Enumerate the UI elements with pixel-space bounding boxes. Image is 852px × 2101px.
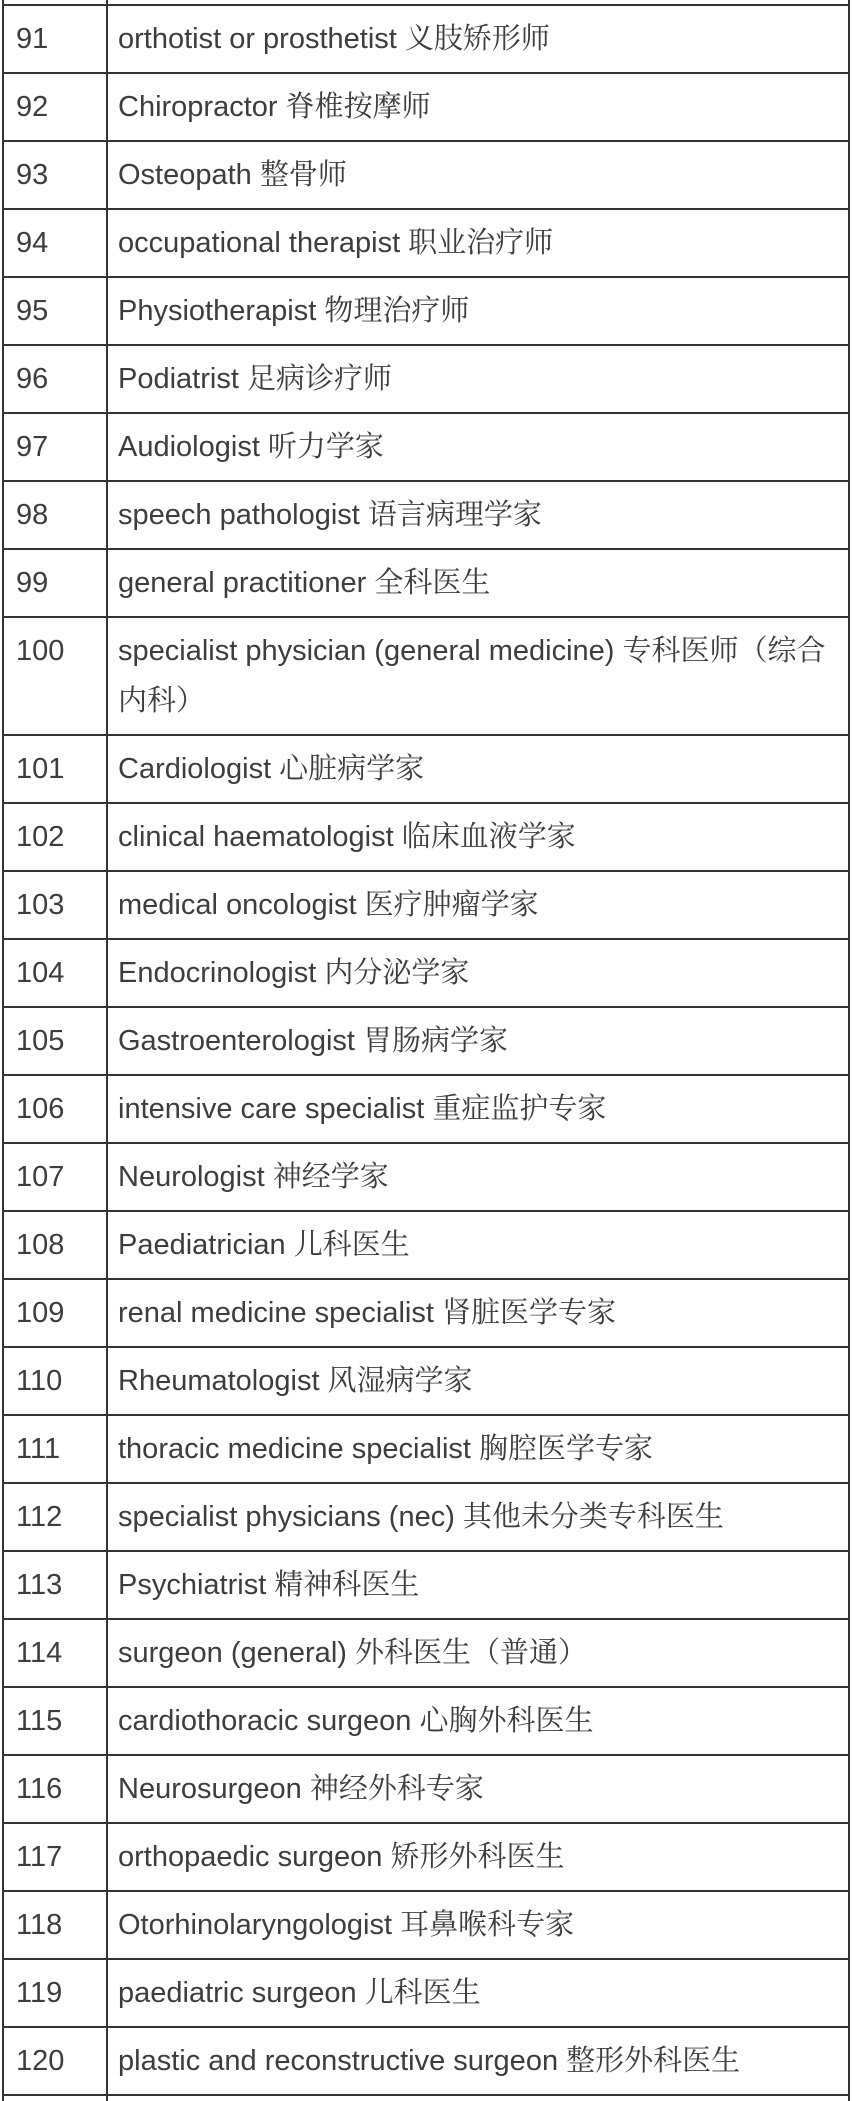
occupation-cell: Endocrinologist 内分泌学家: [107, 939, 849, 1007]
occupation-table: [2, 0, 850, 2101]
table-row: [3, 209, 849, 277]
occupation-cell: Neurologist 神经学家: [107, 1143, 849, 1211]
row-number-cell: 104: [3, 939, 107, 1007]
row-number-cell: 111: [3, 1415, 107, 1483]
occupation-cell: Gastroenterologist 胃肠病学家: [107, 1007, 849, 1075]
row-number-cell: 118: [3, 1891, 107, 1959]
table-row: [3, 1755, 849, 1823]
table-row: [3, 1007, 849, 1075]
occupation-cell: Paediatrician 儿科医生: [107, 1211, 849, 1279]
occupation-cell: orthotist or prosthetist 义肢矫形师: [107, 5, 849, 73]
occupation-cell: paediatric surgeon 儿科医生: [107, 1959, 849, 2027]
row-number-cell: 120: [3, 2027, 107, 2095]
table-row: [3, 549, 849, 617]
table-row: [3, 1823, 849, 1891]
row-number-cell: 100: [3, 617, 107, 735]
row-number-cell: 91: [3, 5, 107, 73]
row-number-cell: 117: [3, 1823, 107, 1891]
occupation-cell: [107, 2095, 849, 2101]
occupation-cell: Rheumatologist 风湿病学家: [107, 1347, 849, 1415]
table-row: [3, 1415, 849, 1483]
occupation-cell: Podiatrist 足病诊疗师: [107, 345, 849, 413]
table-row: [3, 413, 849, 481]
table-row: [3, 73, 849, 141]
table-row: [3, 1551, 849, 1619]
occupation-cell: speech pathologist 语言病理学家: [107, 481, 849, 549]
occupation-cell: Chiropractor 脊椎按摩师: [107, 73, 849, 141]
table-row: [3, 1959, 849, 2027]
table-row: [3, 1075, 849, 1143]
table-row: [3, 345, 849, 413]
occupation-cell: thoracic medicine specialist 胸腔医学专家: [107, 1415, 849, 1483]
table-row: [3, 1279, 849, 1347]
row-number-cell: 119: [3, 1959, 107, 2027]
occupation-cell: renal medicine specialist 肾脏医学专家: [107, 1279, 849, 1347]
row-number-cell: 107: [3, 1143, 107, 1211]
row-number-cell: 115: [3, 1687, 107, 1755]
table-row: [3, 1483, 849, 1551]
row-number-cell: 96: [3, 345, 107, 413]
occupation-cell: medical oncologist 医疗肿瘤学家: [107, 871, 849, 939]
occupation-cell: intensive care specialist 重症监护专家: [107, 1075, 849, 1143]
table-row: [3, 939, 849, 1007]
table-row: [3, 5, 849, 73]
table-row: [3, 1347, 849, 1415]
occupation-cell: Otorhinolaryngologist 耳鼻喉科专家: [107, 1891, 849, 1959]
row-number-cell: 114: [3, 1619, 107, 1687]
occupation-cell: Osteopath 整骨师: [107, 141, 849, 209]
table-row: [3, 1891, 849, 1959]
row-number-cell: 102: [3, 803, 107, 871]
occupation-cell: cardiothoracic surgeon 心胸外科医生: [107, 1687, 849, 1755]
row-number-cell: 95: [3, 277, 107, 345]
occupation-cell: specialist physician (general medicine) 专科医师（综合内科）: [107, 617, 849, 735]
table-row: [3, 1143, 849, 1211]
row-number-cell: 98: [3, 481, 107, 549]
table-row: [3, 871, 849, 939]
row-number-cell: 103: [3, 871, 107, 939]
row-number-cell: 108: [3, 1211, 107, 1279]
row-number-cell: 106: [3, 1075, 107, 1143]
table-row: [3, 1687, 849, 1755]
occupation-cell: general practitioner 全科医生: [107, 549, 849, 617]
table-row: [3, 617, 849, 735]
row-number-cell: [3, 2095, 107, 2101]
occupation-cell: plastic and reconstructive surgeon 整形外科医生: [107, 2027, 849, 2095]
occupation-cell: Neurosurgeon 神经外科专家: [107, 1755, 849, 1823]
occupation-cell: Physiotherapist 物理治疗师: [107, 277, 849, 345]
row-number-cell: 105: [3, 1007, 107, 1075]
row-number-cell: 92: [3, 73, 107, 141]
row-number-cell: 93: [3, 141, 107, 209]
row-number-cell: 99: [3, 549, 107, 617]
occupation-cell: Cardiologist 心脏病学家: [107, 735, 849, 803]
table-row: [3, 481, 849, 549]
row-number-cell: 94: [3, 209, 107, 277]
occupation-cell: occupational therapist 职业治疗师: [107, 209, 849, 277]
table-row: [3, 735, 849, 803]
occupation-cell: surgeon (general) 外科医生（普通）: [107, 1619, 849, 1687]
table-row: [3, 277, 849, 345]
occupation-cell: orthopaedic surgeon 矫形外科医生: [107, 1823, 849, 1891]
row-number-cell: 116: [3, 1755, 107, 1823]
occupation-cell: specialist physicians (nec) 其他未分类专科医生: [107, 1483, 849, 1551]
table-row: [3, 2027, 849, 2095]
table-row: [3, 1619, 849, 1687]
table-row: [3, 141, 849, 209]
occupation-cell: Audiologist 听力学家: [107, 413, 849, 481]
row-number-cell: 101: [3, 735, 107, 803]
table-row: [3, 1211, 849, 1279]
row-number-cell: 109: [3, 1279, 107, 1347]
row-number-cell: 110: [3, 1347, 107, 1415]
table-row-partial-bottom: [3, 2095, 849, 2101]
occupation-cell: Psychiatrist 精神科医生: [107, 1551, 849, 1619]
row-number-cell: 113: [3, 1551, 107, 1619]
occupation-cell: clinical haematologist 临床血液学家: [107, 803, 849, 871]
table-row: [3, 803, 849, 871]
row-number-cell: 112: [3, 1483, 107, 1551]
row-number-cell: 97: [3, 413, 107, 481]
